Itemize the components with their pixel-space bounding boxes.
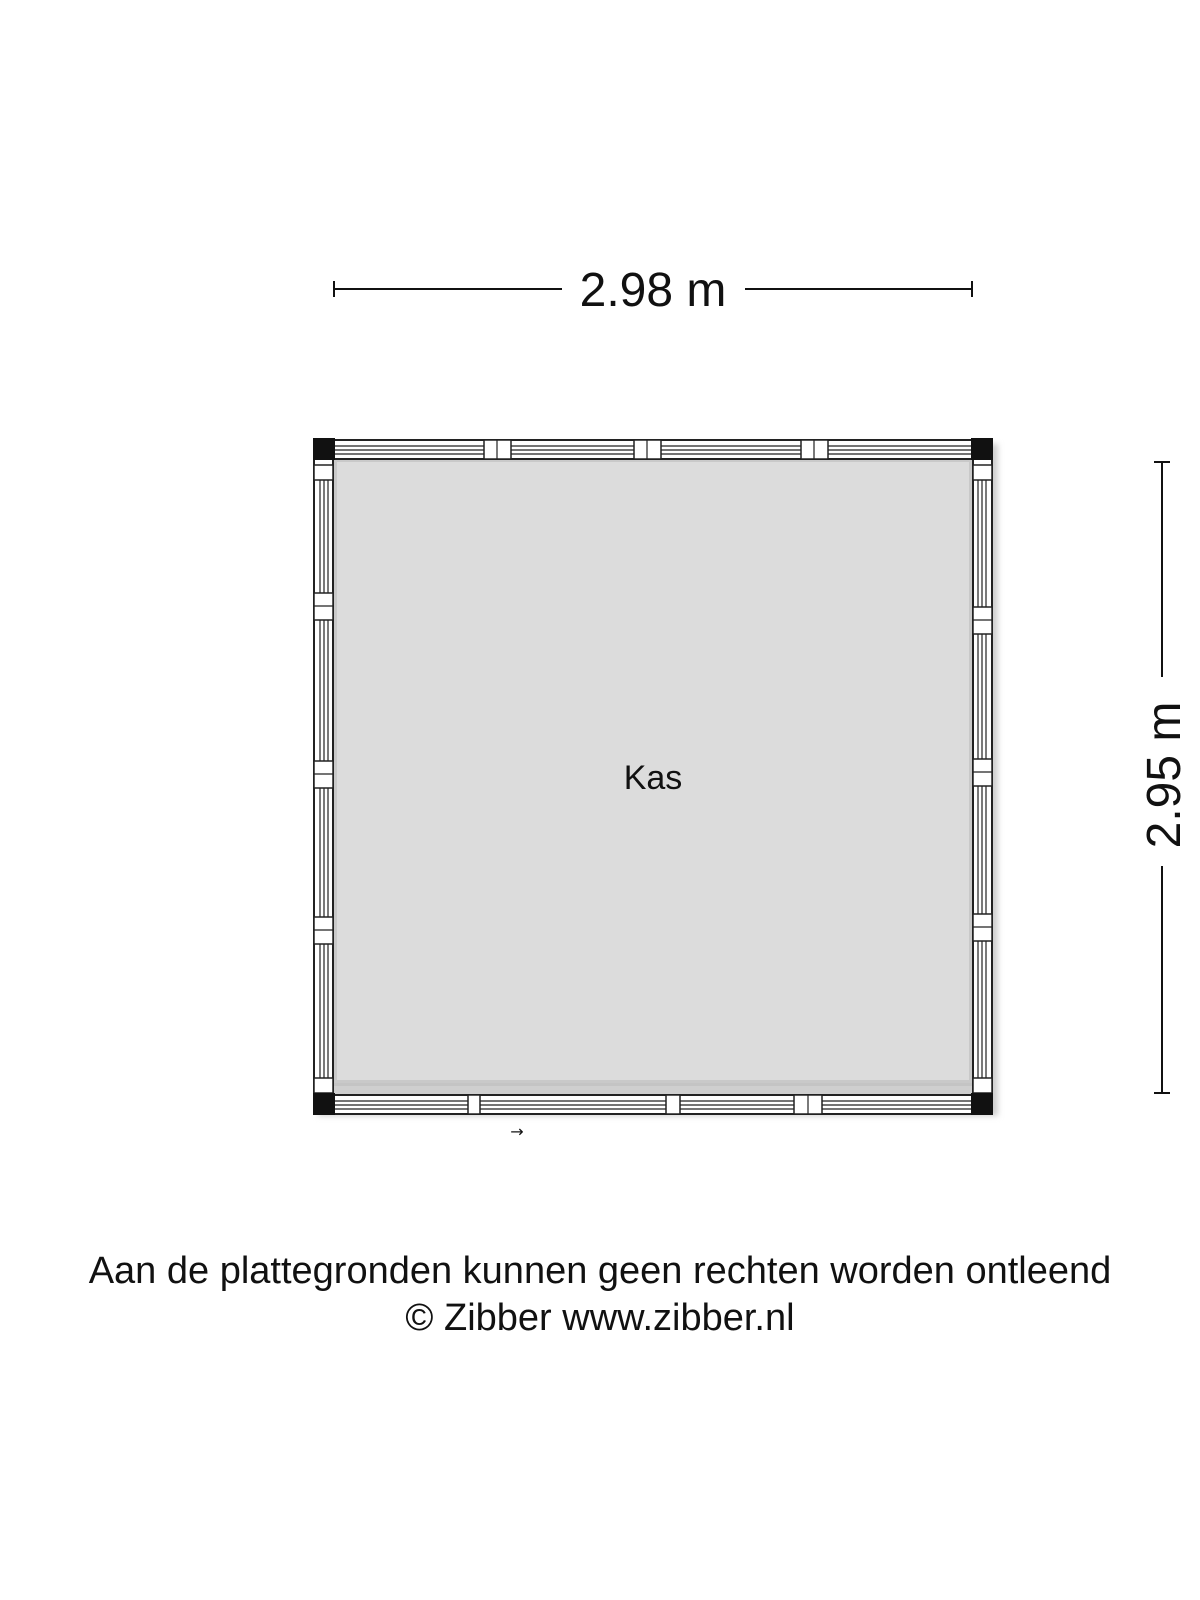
bottom-wall [314,1095,992,1114]
copyright-text: © Zibber www.zibber.nl [405,1297,795,1339]
disclaimer-text: Aan de plattegronden kunnen geen rechten worden ontleend [88,1250,1112,1292]
width-label: 2.98 m [579,264,727,317]
corner-post [313,1093,335,1115]
corner-post [313,438,335,460]
top-wall [314,440,992,459]
height-dimension [1138,462,1191,1093]
width-dimension [334,264,972,317]
corner-post [971,1093,993,1115]
corner-post [971,438,993,460]
left-wall [314,459,333,1095]
right-wall [973,459,992,1095]
room-label: Kas [623,759,683,797]
height-label: 2.95 m [1138,701,1191,849]
entrance-arrow-icon: → [510,1122,524,1141]
